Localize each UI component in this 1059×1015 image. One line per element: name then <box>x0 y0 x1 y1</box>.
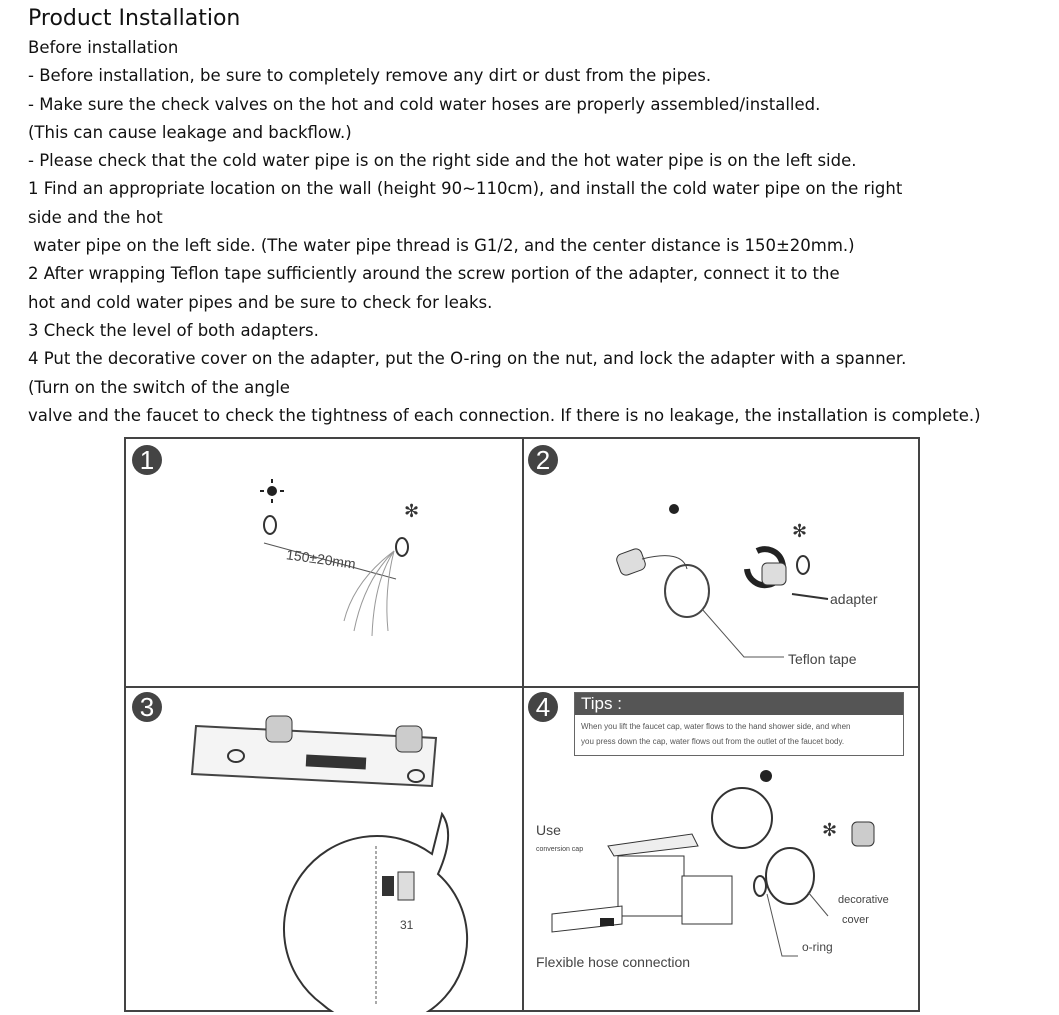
o-ring-label: o-ring <box>802 940 833 954</box>
decorative-cover-label: decorative <box>838 894 889 906</box>
instruction-line: hot and cold water pipes and be sure to check for leaks. <box>28 292 493 312</box>
distance-label: 150±20mm <box>285 546 357 572</box>
adapter-label: adapter <box>830 591 878 607</box>
flexible-hose-label: Flexible hose connection <box>536 954 691 970</box>
instructions-text <box>28 4 981 430</box>
tips-line: When you lift the faucet cap, water flows to the hand shower side, and when <box>581 722 851 731</box>
teflon-tape-label: Teflon tape <box>788 651 857 667</box>
adapter-teflon-drawing <box>522 439 918 686</box>
instruction-line: - Make sure the check valves on the hot and cold water hoses are properly assembled/installed. <box>28 94 821 114</box>
step-3-panel <box>126 686 524 1012</box>
step-number: 3 <box>132 692 162 722</box>
cover-label: cover <box>842 914 869 926</box>
instruction-line: water pipe on the left side. (The water pipe thread is G1/2, and the center distance is 150±20mm.) <box>28 236 855 256</box>
svg-text:✻: ✻ <box>822 820 838 841</box>
tips-title: Tips : <box>575 693 903 715</box>
level-check-drawing <box>126 686 522 1012</box>
step-1-panel <box>126 439 524 688</box>
instruction-line: Before installation <box>28 38 179 57</box>
use-label: Use <box>536 822 561 838</box>
instruction-line: - Please check that the cold water pipe is on the right side and the hot water pipe is on the left side. <box>28 151 857 171</box>
instruction-line: 3 Check the level of both adapters. <box>28 320 319 340</box>
tips-line: you press down the cap, water flows out from the outlet of the faucet body. <box>581 737 845 746</box>
step-number: 4 <box>528 692 558 722</box>
step-4-panel <box>522 686 918 1012</box>
measurement-label: 31 <box>400 918 414 932</box>
step-number: 2 <box>528 445 558 475</box>
installation-diagram <box>124 437 920 1012</box>
step-number: 1 <box>132 445 162 475</box>
conversion-cap-label: conversion cap <box>536 846 584 853</box>
instruction-line: 2 After wrapping Teflon tape sufficiently around the screw portion of the adapter, connect it to the <box>28 264 840 284</box>
step-2-panel <box>522 439 918 688</box>
svg-text:✻: ✻ <box>792 521 808 542</box>
instruction-line: valve and the faucet to check the tightness of each connection. If there is no leakage, the installation is complete.) <box>28 405 981 425</box>
instruction-line: 1 Find an appropriate location on the wall (height 90~110cm), and install the cold water pipe on the right <box>28 179 903 199</box>
instruction-line: 4 Put the decorative cover on the adapter, put the O-ring on the nut, and lock the adapter with a spanner. <box>28 349 907 369</box>
instruction-line: - Before installation, be sure to completely remove any dirt or dust from the pipes. <box>28 66 712 86</box>
instruction-line: side and the hot <box>28 207 163 227</box>
svg-text:✻: ✻ <box>404 501 420 522</box>
instruction-line: (Turn on the switch of the angle <box>28 377 290 397</box>
page-title: Product Installation <box>28 6 241 31</box>
instruction-line: (This can cause leakage and backflow.) <box>28 122 352 142</box>
